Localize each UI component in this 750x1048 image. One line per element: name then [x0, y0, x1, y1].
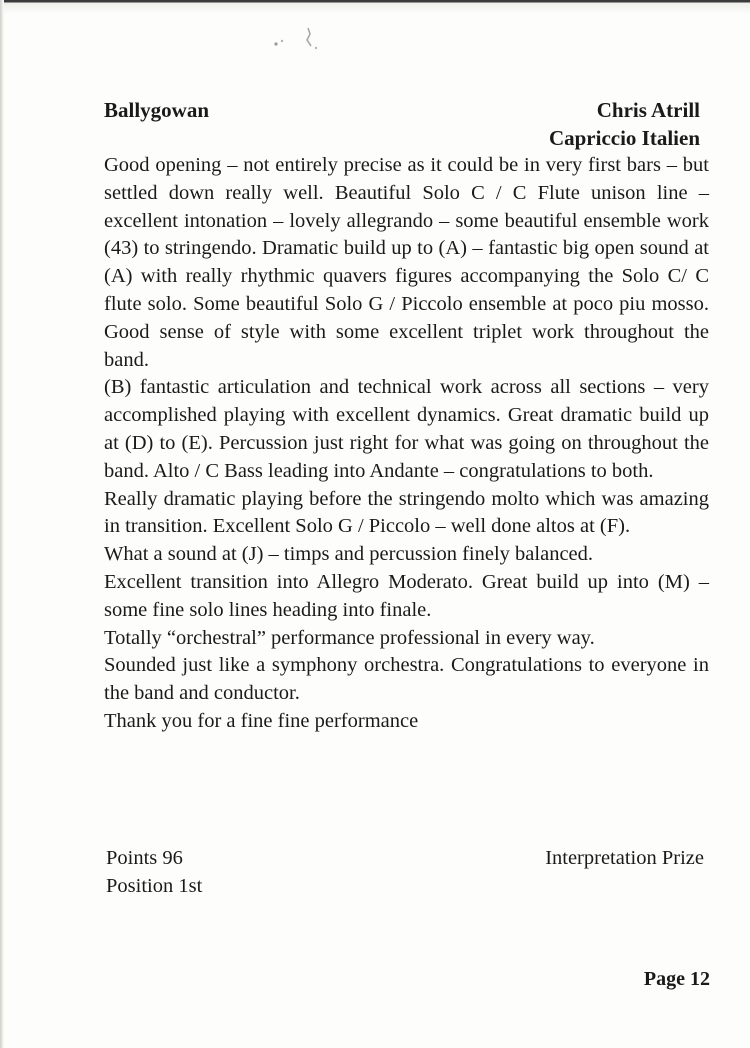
band-name: Ballygowan	[104, 98, 210, 122]
prize-label: Interpretation Prize	[545, 847, 704, 869]
results-block	[106, 844, 202, 900]
test-piece-title: Capriccio Italien	[548, 126, 700, 150]
scan-left-edge	[0, 0, 4, 1048]
remarks-paragraph: What a sound at (J) – timps and percussion finely balanced.	[104, 543, 594, 566]
adjudicator-remarks	[104, 152, 709, 736]
remarks-paragraph: Sounded just like a symphony orchestra. Congratulations to everyone in the band and conductor.	[104, 654, 709, 705]
position-label: Position 1st	[106, 875, 203, 897]
remarks-paragraph: Excellent transition into Allegro Moderato. Great build up into (M) – some fine solo lines heading into finale.	[104, 570, 709, 621]
remarks-paragraph: Totally “orchestral” performance professional in every way.	[104, 626, 595, 649]
scan-top-edge	[0, 0, 750, 14]
remarks-paragraph: (B) fantastic articulation and technical work across all sections – very accomplished playing with excellent dynamics. Great dramatic build up at (D) to (E). Percussion just right for what was going on throughout the band. Alto / C Bass leading into Andante – congratulations to both.	[104, 376, 709, 482]
remarks-paragraph: Thank you for a fine fine performance	[104, 709, 419, 732]
remarks-paragraph: Really dramatic playing before the stringendo molto which was amazing in transition. Excellent Solo G / Piccolo – well done altos at (F).	[104, 487, 709, 538]
remarks-paragraph: Good opening – not entirely precise as it could be in very first bars – but settled down really well. Beautiful Solo C / C Flute unison line – excellent intonation – lovely allegrando – some beautiful ensemble work (43) to stringendo. Dramatic build up to (A) – fantastic big open sound at (A) with really rhythmic quavers figures accompanying the Solo C/ C flute solo. Some beautiful Solo G / Piccolo ensemble at poco piu mosso. Good sense of style with some excellent triplet work throughout the band.	[104, 154, 709, 371]
ink-smudge	[268, 24, 328, 52]
page-number: Page 12	[643, 968, 710, 990]
adjudicator-name: Chris Atrill	[596, 98, 700, 122]
points-label: Points 96	[106, 847, 183, 869]
